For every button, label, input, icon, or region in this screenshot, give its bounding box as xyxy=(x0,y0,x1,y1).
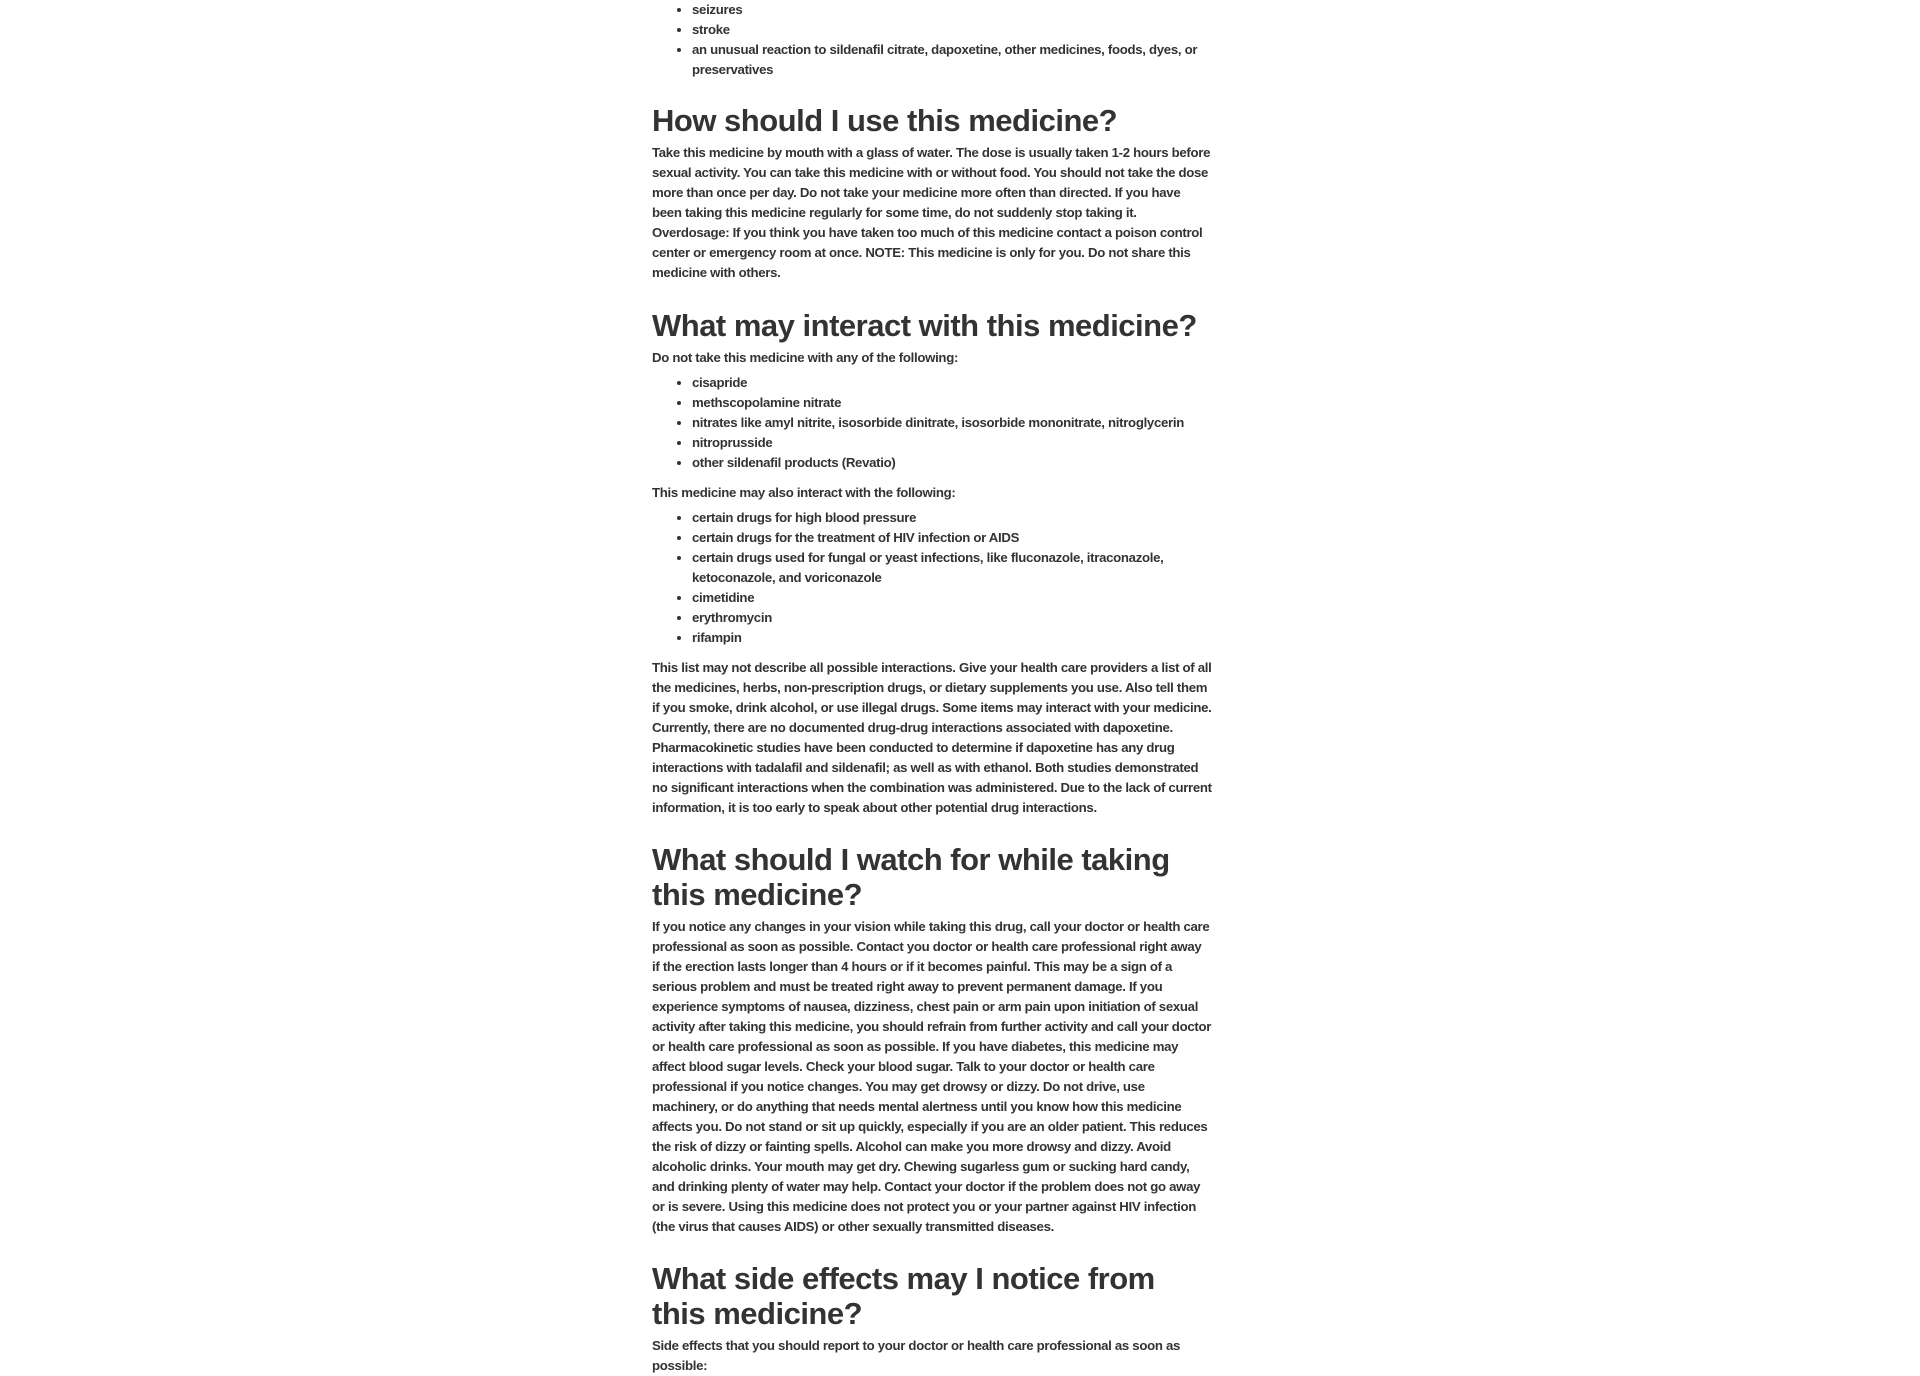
interactions-intro: Do not take this medicine with any of the following: xyxy=(652,350,959,365)
list-item: • cimetidine xyxy=(692,588,1212,608)
list-item: • erythromycin xyxy=(692,608,1212,628)
watch-for-text: If you notice any changes in your vision while taking this drug, call your doctor or health care professional as soon as possible. Contact you doctor or health care professional right away if the erection lasts longer than 4 hours or if it becomes painful. This may be a sign of a serious problem and must be treated right away to prevent permanent damage. If you experience symptoms of nausea, dizziness, chest pain or arm pain upon initiation of sexual activity after taking this medicine, you should refrain from further activity and call your doctor or health care professional as soon as possible. If you have diabetes, this medicine may affect blood sugar levels. Check your blood sugar. Talk to your doctor or health care professional if you notice changes. You may get drowsy or dizzy. Do not drive, use machinery, or do anything that needs mental alertness until you know how this medicine affects you. Do not stand or sit up quickly, especially if you are an older patient. This reduces the risk of dizzy or fainting spells. Alcohol can make you more drowsy and dizzy. Avoid alcoholic drinks. Your mouth may get dry. Chewing sugarless gum or sucking hard candy, and drinking plenty of water may help. Contact your doctor if the problem does not go away or is severe. Using this medicine does not protect you or your partner against HIV infection (the virus that causes AIDS) or other sexually transmitted diseases. xyxy=(652,919,1212,1234)
list-item: • cisapride xyxy=(692,373,1212,393)
list-item: • nitroprusside xyxy=(692,433,1212,453)
list-item: • methscopolamine nitrate xyxy=(692,393,1212,413)
list-item: • certain drugs for high blood pressure xyxy=(692,508,1212,528)
interactions-also-intro: This medicine may also interact with the following: xyxy=(652,485,956,500)
list-item: • stroke xyxy=(692,20,1212,40)
list-item: • rifampin xyxy=(692,628,1212,648)
list-item: • seizures xyxy=(692,0,1212,20)
risk-factors-list xyxy=(652,0,1212,80)
side-effects-intro: Side effects that you should report to your doctor or health care professional as soon as possible: xyxy=(652,1338,1181,1373)
how-to-use-text: Take this medicine by mouth with a glass of water. The dose is usually taken 1-2 hours before sexual activity. You can take this medicine with or without food. You should not take the dose more than once per day. Do not take your medicine more often than directed. If you have been taking this medicine regularly for some time, do not suddenly stop taking it. Overdosage: If you think you have taken too much of this medicine contact a poison control center or emergency room at once. NOTE: This medicine is only for you. Do not share this medicine with others. xyxy=(652,145,1211,280)
list-item: • other sildenafil products (Revatio) xyxy=(692,453,1212,473)
also-interacts-list xyxy=(652,508,1212,648)
section-heading-side-effects: What side effects may I notice from this medicine? xyxy=(652,1261,1155,1331)
list-item: • certain drugs used for fungal or yeast infections, like fluconazole, itraconazole, ketoconazole, and voriconazole xyxy=(692,548,1212,588)
section-heading-watch-for: What should I watch for while taking this medicine? xyxy=(652,842,1170,912)
list-item: • an unusual reaction to sildenafil citrate, dapoxetine, other medicines, foods, dyes, or preservatives xyxy=(692,40,1212,80)
interactions-text: This list may not describe all possible interactions. Give your health care providers a list of all the medicines, herbs, non-prescription drugs, or dietary supplements you use. Also tell them if you smoke, drink alcohol, or use illegal drugs. Some items may interact with your medicine. Currently, there are no documented drug-drug interactions associated with dapoxetine. Pharmacokinetic studies have been conducted to determine if dapoxetine has any drug interactions with tadalafil and sildenafil; as well as with ethanol. Both studies demonstrated no significant interactions when the combination was administered. Due to the lack of current information, it is too early to speak about other potential drug interactions. xyxy=(652,660,1212,815)
do-not-take-list xyxy=(652,373,1212,473)
section-heading-interactions: What may interact with this medicine? xyxy=(652,308,1197,343)
article-content xyxy=(652,0,1212,1376)
list-item: • certain drugs for the treatment of HIV infection or AIDS xyxy=(692,528,1212,548)
list-item: • nitrates like amyl nitrite, isosorbide dinitrate, isosorbide mononitrate, nitroglycerin xyxy=(692,413,1212,433)
section-heading-how-to-use: How should I use this medicine? xyxy=(652,103,1118,138)
